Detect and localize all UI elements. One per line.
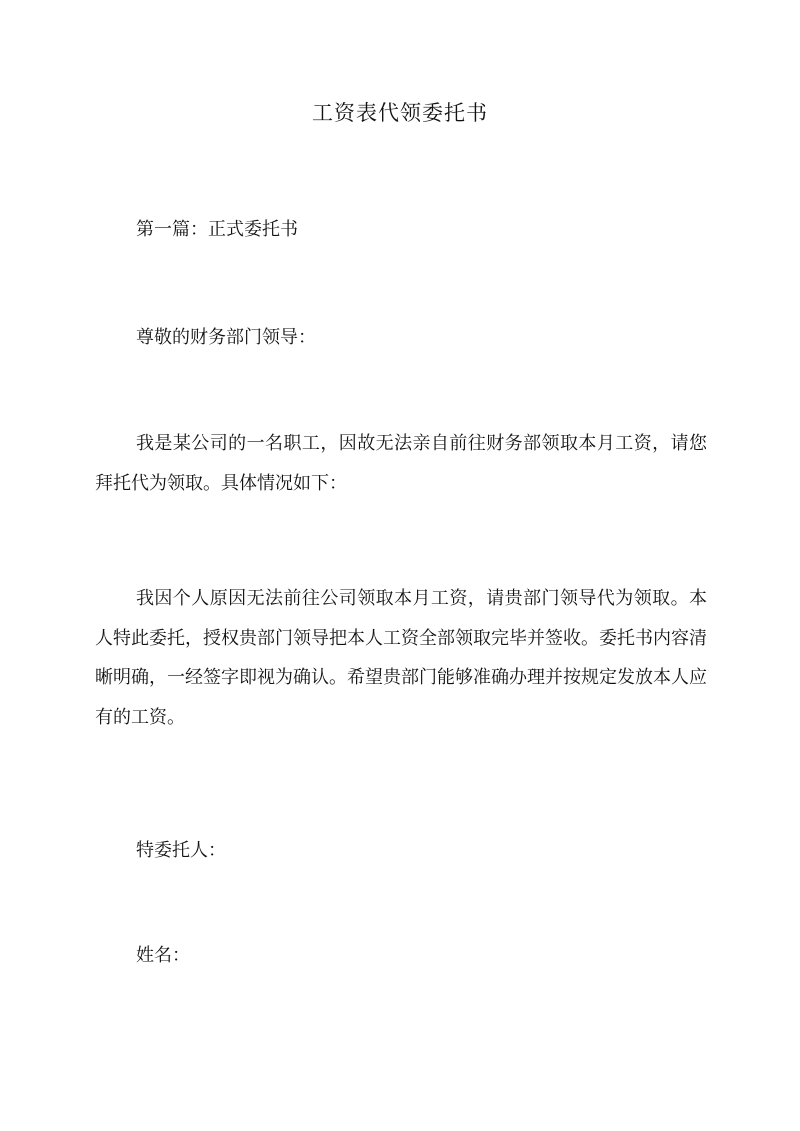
document-title: 工资表代领委托书	[312, 101, 488, 125]
paragraph-authorization: 我因个人原因无法前往公司领取本月工资，请贵部门领导代为领取。本人特此委托，授权贵部门领导把本人工资全部领取完毕并签收。委托书内容清晰明确，一经签字即视为确认。希望贵部门能够准确办理并按规定发放本人应有的工资。	[95, 588, 707, 728]
paragraph-request: 我是某公司的一名职工，因故无法亲自前往财务部领取本月工资，请您拜托代为领取。具体情况如下：	[95, 433, 707, 494]
salutation: 尊敬的财务部门领导：	[136, 327, 316, 348]
name-label: 姓名：	[136, 945, 190, 966]
section-heading: 第一篇：正式委托书	[136, 219, 298, 240]
principal-label: 特委托人：	[136, 840, 226, 861]
